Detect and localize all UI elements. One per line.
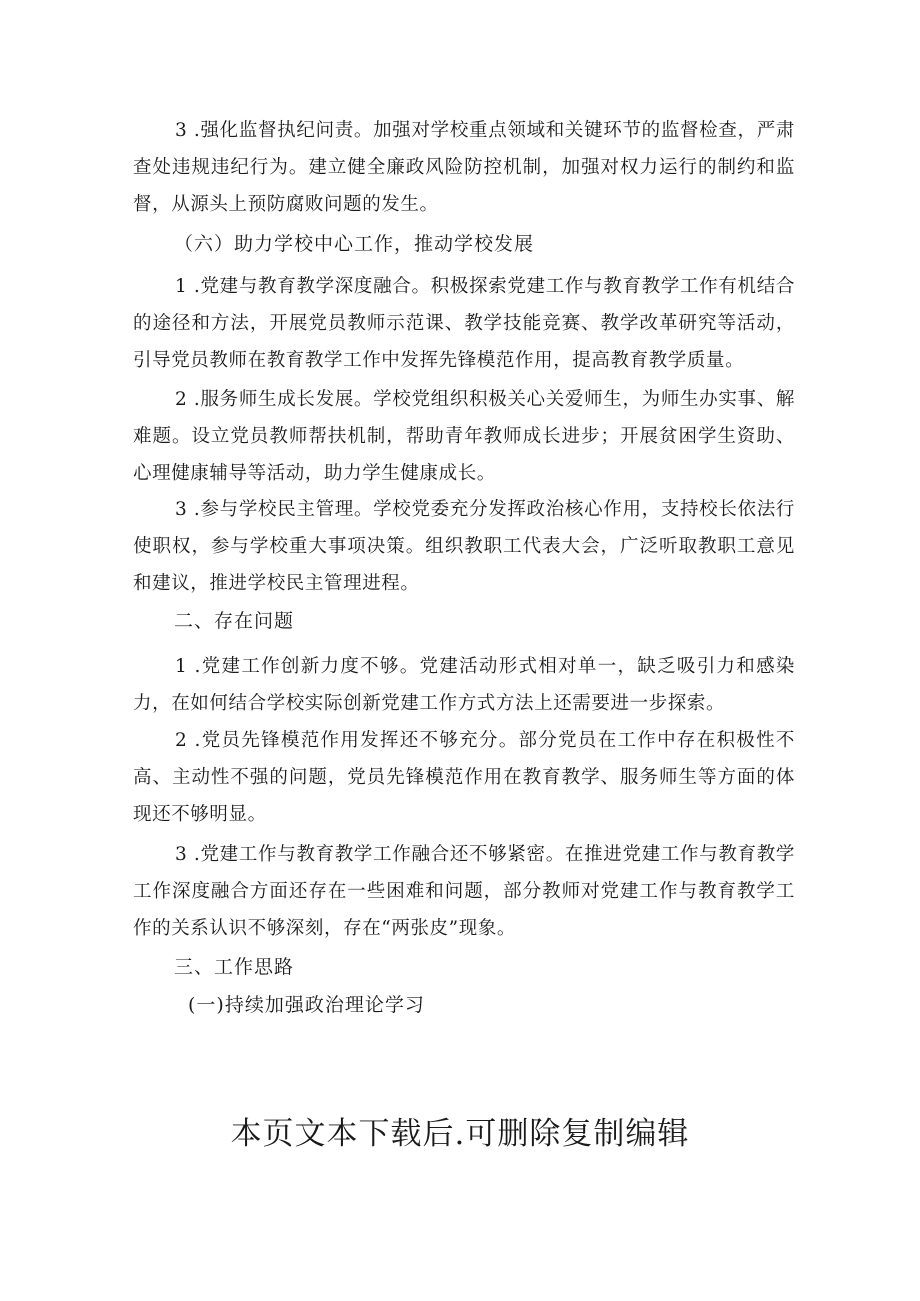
paragraph-problem-1: 1 .党建工作创新力度不够。党建活动形式相对单一，缺乏吸引力和感染力，在如何结合学校实际创新党建工作方式方法上还需要进一步探索。 [133, 656, 795, 714]
paragraph-integration: 1 .党建与教育教学深度融合。积极探索党建工作与教育教学工作有机结合的途径和方法，开展党员教师示范课、教学技能竞赛、教学改革研究等活动，引导党员教师在教育教学工作中发挥先锋模范作用，提高教育教学质量。 [133, 276, 795, 371]
paragraph-problem-3: 3 .党建工作与教育教学工作融合还不够紧密。在推进党建工作与教育教学工作深度融合方面还存在一些困难和问题，部分教师对党建工作与教育教学工作的关系认识不够深刻，存在“两张皮”现象。 [133, 844, 795, 939]
heading-ideas: 三、工作思路 [174, 956, 295, 978]
subheading-theory-study: (一)持续加强政治理论学习 [188, 994, 425, 1016]
paragraph-management: 3 .参与学校民主管理。学校党委充分发挥政治核心作用，支持校长依法行使职权，参与学校重大事项决策。组织教职工代表大会，广泛听取教职工意见和建议，推进学校民主管理进程。 [133, 499, 795, 594]
paragraph-service: 2 .服务师生成长发展。学校党组织积极关心关爱师生，为师生办实事、解难题。设立党员教师帮扶机制，帮助青年教师成长进步；开展贫困学生资助、心理健康辅导等活动，助力学生健康成长。 [133, 389, 795, 484]
paragraph-supervision: 3 .强化监督执纪问责。加强对学校重点领域和关键环节的监督检查，严肃查处违规违纪行为。建立健全廉政风险防控机制，加强对权力运行的制约和监督，从源头上预防腐败问题的发生。 [133, 120, 795, 215]
paragraph-problem-2: 2 .党员先锋模范作用发挥还不够充分。部分党员在工作中存在积极性不高、主动性不强的问题，党员先锋模范作用在教育教学、服务师生等方面的体现还不够明显。 [133, 730, 795, 825]
section-heading-6: （六）助力学校中心工作，推动学校发展 [174, 233, 535, 255]
footer-notice: 本页文本下载后.可删除复制编辑 [230, 1116, 690, 1152]
heading-problems: 二、存在问题 [174, 610, 295, 632]
